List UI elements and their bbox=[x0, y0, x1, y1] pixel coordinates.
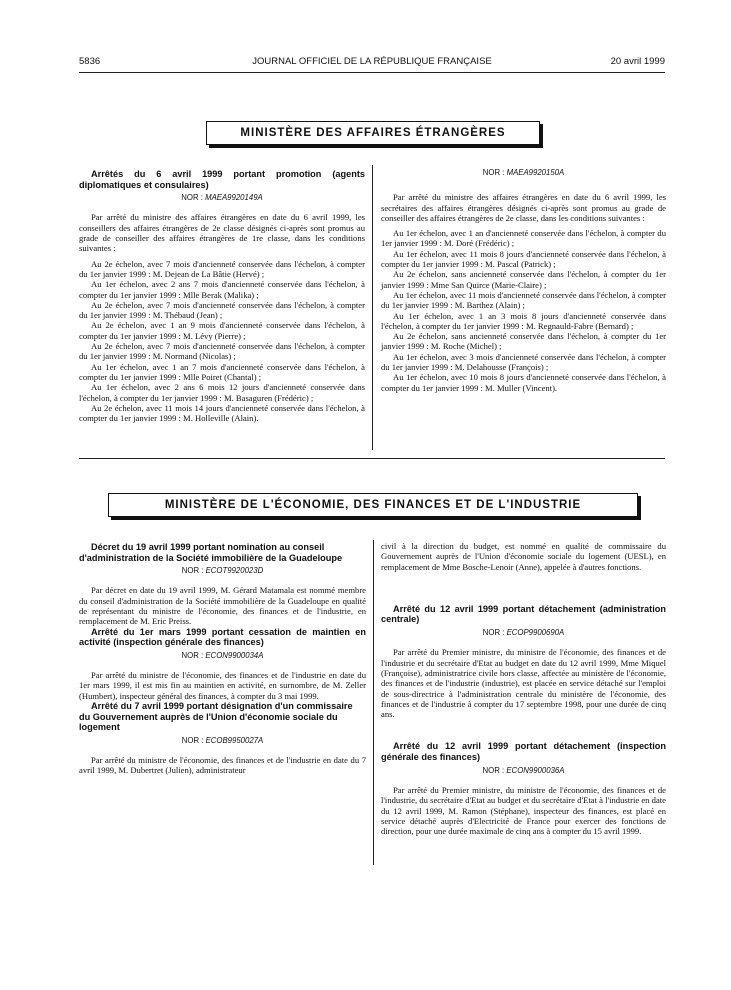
article-body bbox=[79, 670, 366, 701]
paragraph: Au 2e échelon, sans ancienneté conservée dans l'échelon, à compter du 1er janvier 1999 : Mme San Quirce (Marie-Claire) ; bbox=[381, 269, 666, 290]
article-title: Arrêté du 7 avril 1999 portant désignation d'un commissaire du Gouvernement auprès de l'Union d'économie sociale du logement bbox=[79, 701, 353, 733]
nor-reference: NOR : ECON9900034A bbox=[181, 650, 264, 660]
nor-reference: NOR : MAEA9920149A bbox=[181, 193, 263, 203]
article-body bbox=[381, 192, 666, 393]
nor-reference: NOR : ECON9900036A bbox=[482, 765, 565, 775]
page-number: 5836 bbox=[79, 56, 101, 67]
header-rule bbox=[79, 72, 665, 73]
paragraph: Par décret en date du 19 avril 1999, M. Gérard Matamala est nommé membre du conseil d'administration de la Société immobilière de la Guadeloupe en qualité de représentant du ministre de l'économie, des finances et de l'industrie, en remplacement de M. Eric Preiss. bbox=[79, 585, 366, 627]
paragraph: Au 1er échelon, avec 1 an 7 mois d'ancienneté conservée dans l'échelon, à compter du 1er janvier 1999 : Mlle Poiret (Chantal) ; bbox=[79, 361, 365, 382]
journal-title: JOURNAL OFFICIEL DE LA RÉPUBLIQUE FRANÇAISE bbox=[252, 56, 492, 67]
s1-right-column bbox=[381, 168, 666, 393]
paragraph: Par arrêté du ministre des affaires étrangères en date du 6 avril 1999, les conseillers des affaires étrangères de 2e classe désignés ci-après sont promus au grade de conseiller des affaires étrangères de 1re classe, dans les conditions suivantes : bbox=[79, 212, 365, 254]
paragraph: Au 2e échelon, avec 7 mois d'ancienneté conservée dans l'échelon, à compter du 1er janvier 1999 : M. Thébaud (Jean) ; bbox=[79, 299, 365, 321]
paragraph: Au 1er échelon, avec 11 mois 8 jours d'ancienneté conservée dans l'échelon, à compter du 1er janvier 1999 : M. Pascal (Patrick) ; bbox=[381, 248, 666, 270]
s2-left-column bbox=[79, 542, 366, 776]
paragraph: Au 2e échelon, sans ancienneté conservée dans l'échelon, à compter du 1er janvier 1999 : M. Roche (Michel) ; bbox=[381, 331, 666, 352]
nor-reference: NOR : ECOP9900690A bbox=[482, 628, 565, 638]
ministry-name: MINISTÈRE DES AFFAIRES ÉTRANGÈRES bbox=[240, 127, 506, 139]
article-body bbox=[381, 647, 666, 719]
nor-reference: NOR : ECOB9950027A bbox=[181, 735, 264, 745]
paragraph: Par arrêté du Premier ministre, du ministre de l'économie, des finances et de l'industrie et du secrétaire d'Etat au budget en date du 12 avril 1999, Mme Miquel (Françoise), administratrice civile hors classe, affectée au ministère de l'économie, des finances et de l'industrie (industrie), est placée en service détaché sur l'emploi de sous-directrice à l'administration centrale du ministère de l'économie, des finances et de l'industrie à compter du 17 septembre 1998, pour une durée de cinq ans. bbox=[381, 647, 666, 720]
article-title: Décret du 19 avril 1999 portant nomination au conseil d'administration de la Société immobilière de la Guadeloupe bbox=[79, 542, 343, 563]
article-body bbox=[79, 212, 365, 423]
paragraph: Au 1er échelon, avec 1 an 3 mois 8 jours d'ancienneté conservée dans l'échelon, à compter du 1er janvier 1999 : M. Regnauld-Fabre (Bernard) ; bbox=[381, 310, 666, 331]
article-title: Arrêté du 12 avril 1999 portant détachement (inspection générale des finances) bbox=[381, 741, 666, 763]
ministry-heading-economy bbox=[108, 493, 638, 517]
paragraph: Au 1er échelon, avec 2 ans 7 mois d'ancienneté conservée dans l'échelon, à compter du 1er janvier 1999 : Mlle Berak (Malika) ; bbox=[79, 279, 365, 300]
article-title: Arrêté du 1er mars 1999 portant cessation de maintien en activité (inspection générale des finances) bbox=[79, 626, 366, 648]
continuation-paragraph: civil à la direction du budget, est nommé en qualité de commissaire du Gouvernement auprès de l'Union d'économie sociale du logement (UESL), en remplacement de Mme Bosche-Lenoir (Anne), appelée à d'autres fonctions. bbox=[381, 541, 666, 572]
paragraph: Au 2e échelon, avec 7 mois d'ancienneté conservée dans l'échelon, à compter du 1er janvier 1999 : M. Normand (Nicolas) ; bbox=[79, 341, 365, 362]
paragraph: Par arrêté du Premier ministre, du ministre de l'économie, des finances et de l'industrie, du secrétaire d'Etat au budget et du secrétaire d'Etat à l'industrie en date du 12 avril 1999, M. Ramon (Stéphane), inspecteur des finances, est placé en service détaché auprès d'Electricité de France pour exercer des fonctions de direction, pour une durée maximale de cinq ans à compter du 15 avril 1999. bbox=[381, 784, 666, 837]
paragraph: Au 2e échelon, avec 11 mois 14 jours d'ancienneté conservée dans l'échelon, à compter du 1er janvier 1999 : M. Holleville (Alain). bbox=[79, 402, 365, 424]
article-title: Arrêté du 12 avril 1999 portant détachement (administration centrale) bbox=[381, 603, 666, 625]
paragraph: Par arrêté du ministre de l'économie, des finances et de l'industrie en date du 1er mars 1999, il est mis fin au maintien en activité, en surnombre, de M. Zeller (Humbert), inspecteur général des finances, à compter du 3 mai 1999. bbox=[79, 670, 366, 701]
nor-reference: NOR : ECOT9920023D bbox=[181, 566, 264, 576]
paragraph: Au 2e échelon, avec 1 an 9 mois d'ancienneté conservée dans l'échelon, à compter du 1er janvier 1999 : M. Lévy (Pierre) ; bbox=[79, 320, 365, 341]
paragraph: Au 1er échelon, avec 10 mois 8 jours d'ancienneté conservée dans l'échelon, à compter du 1er janvier 1999 : M. Muller (Vincent). bbox=[381, 372, 666, 393]
paragraph: Au 2e échelon, avec 7 mois d'ancienneté conservée dans l'échelon, à compter du 1er janvier 1999 : M. Dejean de La Bâtie (Hervé) ; bbox=[79, 258, 365, 279]
paragraph: Au 1er échelon, avec 11 mois d'ancienneté conservée dans l'échelon, à compter du 1er janvier 1999 : M. Barthez (Alain) ; bbox=[381, 289, 666, 311]
nor-reference: NOR : MAEA9920150A bbox=[482, 168, 565, 177]
paragraph: Par arrêté du ministre de l'économie, des finances et de l'industrie en date du 7 avril 1999, M. Dubertret (Julien), administrateur bbox=[79, 755, 366, 776]
paragraph: Au 1er échelon, avec 3 mois d'ancienneté conservée dans l'échelon, à compter du 1er janvier 1999 : M. Delahousse (François) ; bbox=[381, 351, 666, 373]
paragraph: Au 1er échelon, avec 2 ans 6 mois 12 jours d'ancienneté conservée dans l'échelon, à compter du 1er janvier 1999 : M. Basaguren (Frédéric) ; bbox=[79, 382, 365, 403]
s1-left-column bbox=[79, 169, 365, 423]
paragraph: Au 1er échelon, avec 1 an d'ancienneté conservée dans l'échelon, à compter du 1er janvier 1999 : M. Doré (Frédéric) ; bbox=[381, 228, 666, 249]
issue-date: 20 avril 1999 bbox=[610, 56, 665, 67]
article-body bbox=[381, 785, 666, 836]
section-rule bbox=[79, 458, 665, 459]
column-divider bbox=[373, 540, 374, 865]
article-title: Arrêtés du 6 avril 1999 portant promotion (agents diplomatiques et consulaires) bbox=[79, 169, 365, 190]
article-body bbox=[79, 755, 366, 776]
paragraph: Par arrêté du ministre des affaires étrangères en date du 6 avril 1999, les secrétaires des affaires étrangères désignés ci-après sont promus au grade de conseiller des affaires étrangères de 2e classe, dans les conditions suivantes : bbox=[381, 192, 666, 223]
column-divider bbox=[372, 165, 373, 450]
ministry-name: MINISTÈRE DE L'ÉCONOMIE, DES FINANCES ET DE L'INDUSTRIE bbox=[164, 499, 582, 511]
ministry-heading-foreign-affairs bbox=[206, 121, 540, 145]
s2-right-column bbox=[381, 541, 666, 836]
running-header bbox=[79, 56, 665, 70]
article-body bbox=[79, 585, 366, 626]
